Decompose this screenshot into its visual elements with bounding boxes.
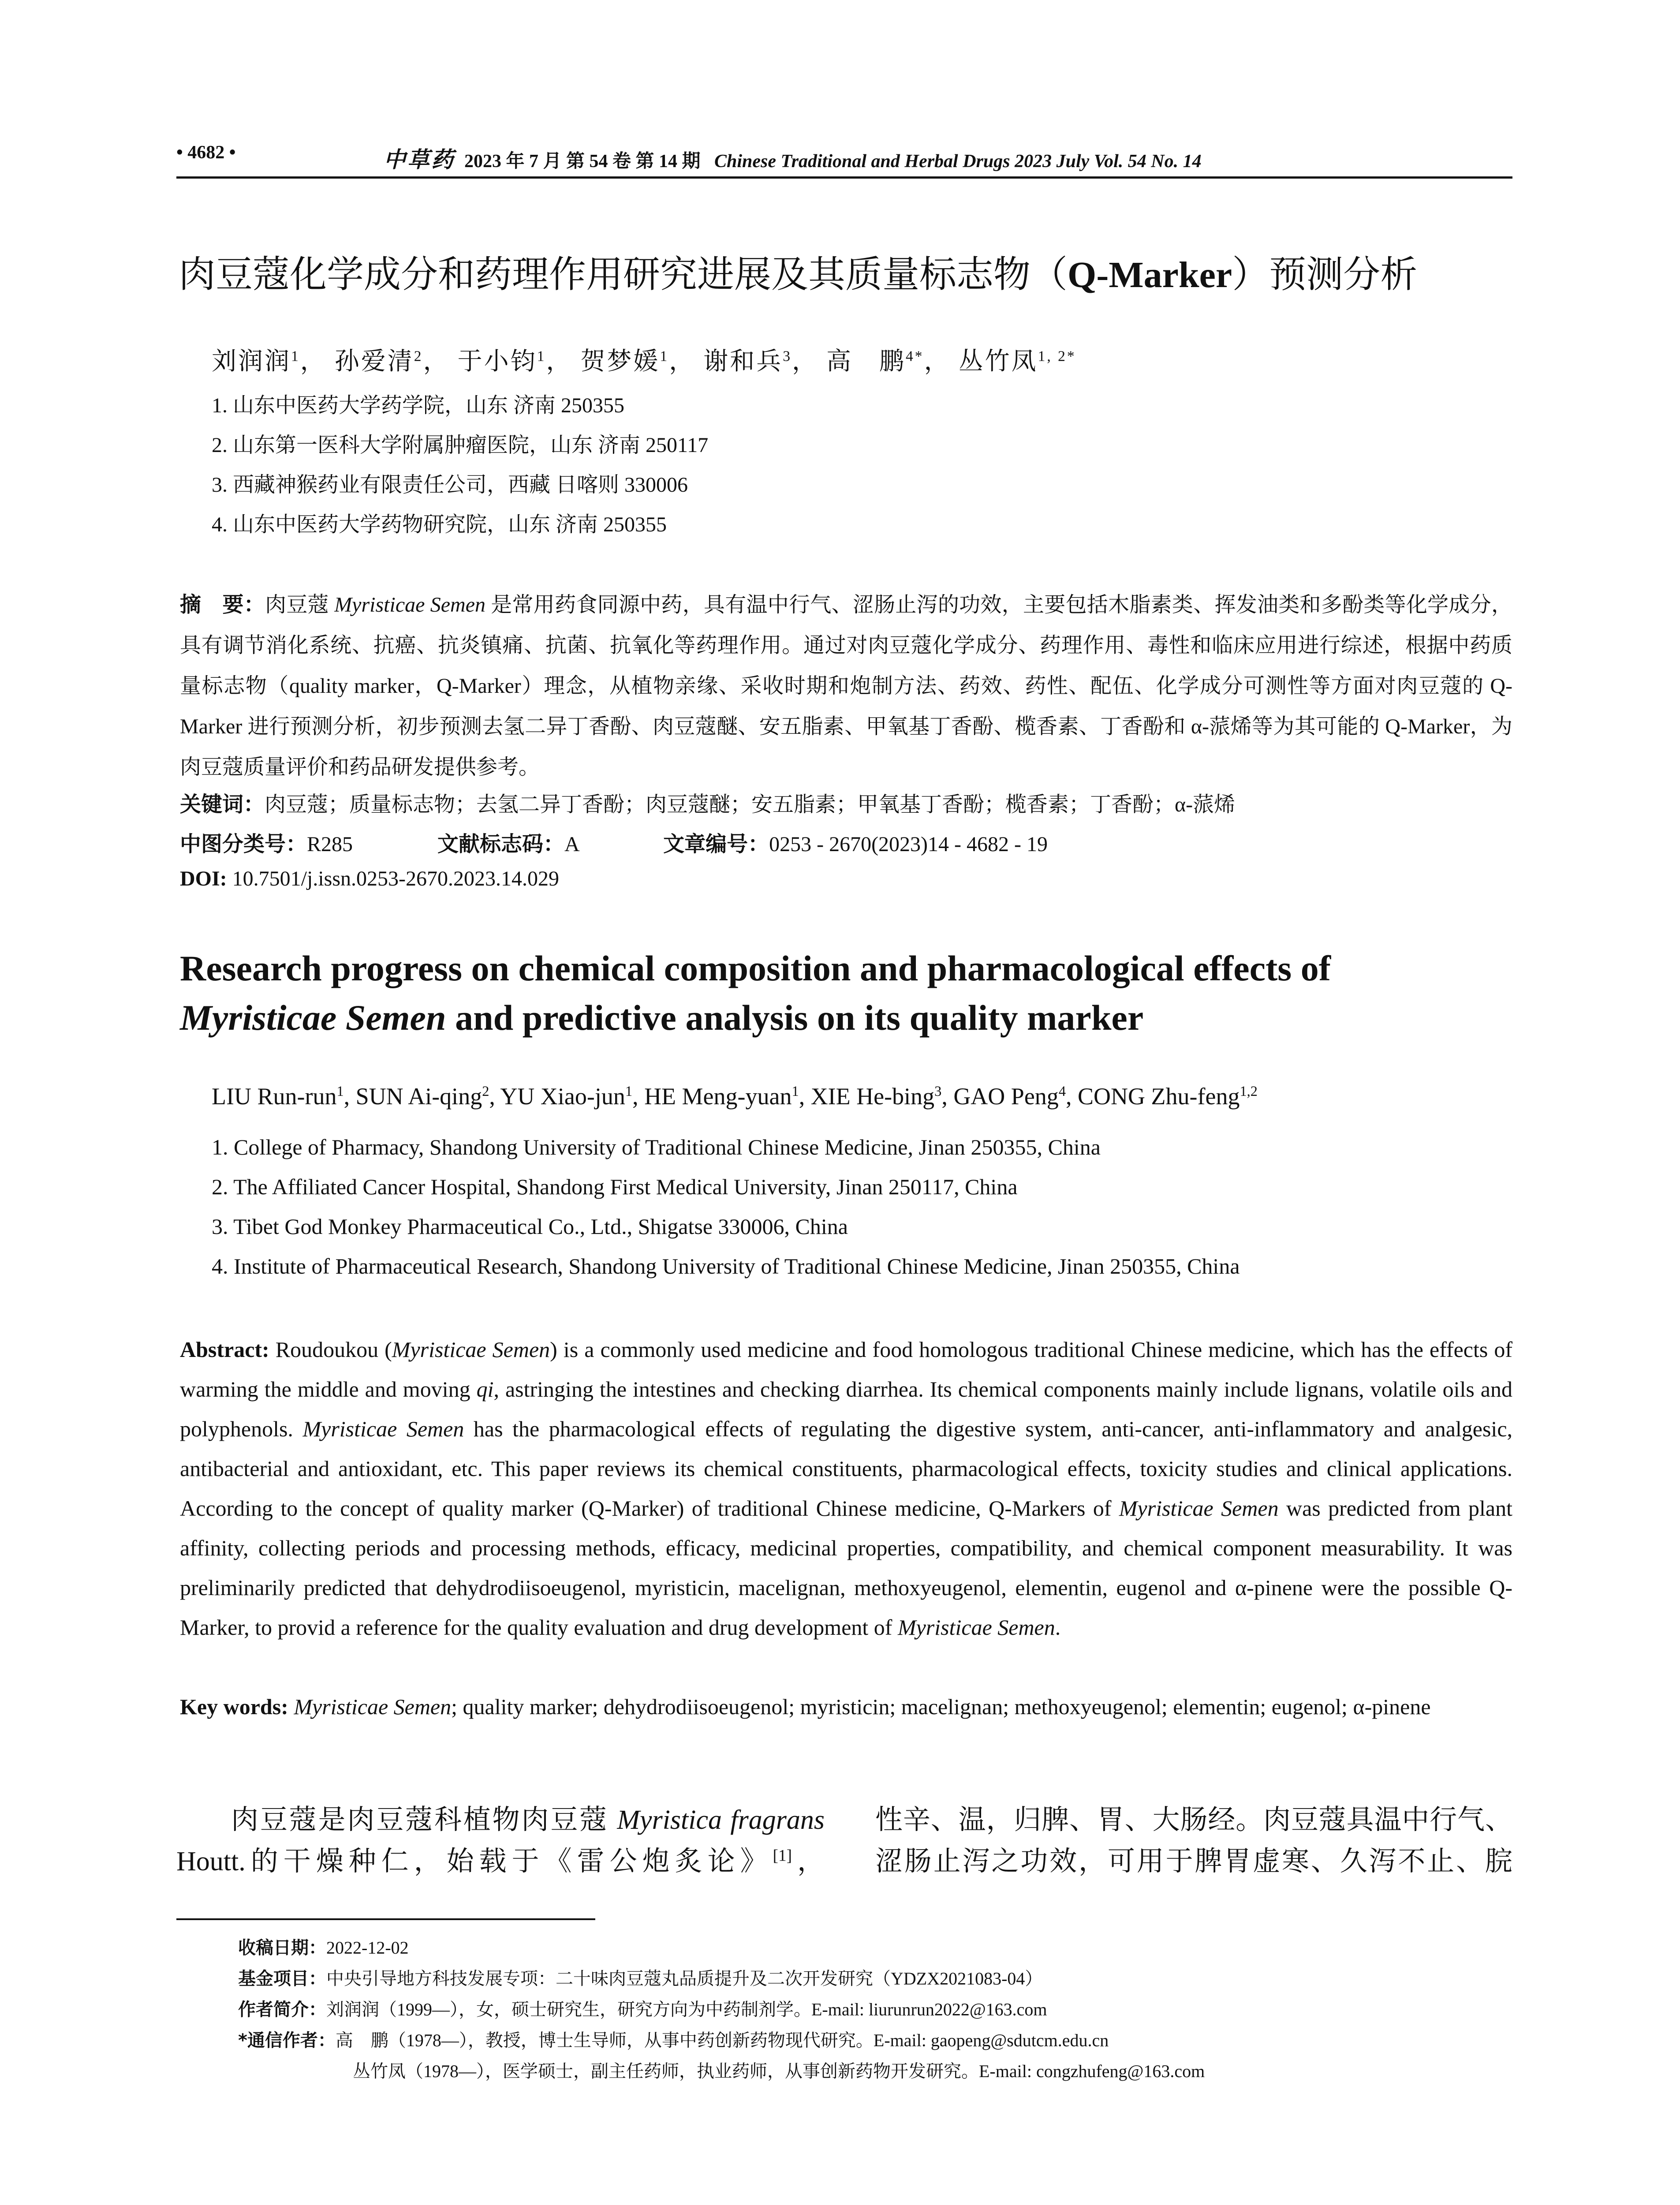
author-sup: 3 (783, 348, 792, 365)
keywords-en-label: Key words: (180, 1694, 288, 1719)
author-en: GAO Peng (953, 1083, 1059, 1110)
footnote-bio (238, 1996, 1047, 2021)
body-column-right: 性辛、温，归脾、胃、大肠经。肉豆蔻具温中行气、涩肠止泻之功效，可用于脾胃虚寒、久泻不止、脘 (875, 1805, 1512, 1876)
author-sup: 1 (791, 1084, 799, 1099)
term-qi: qi (476, 1377, 494, 1401)
affiliation-en: 2. The Affiliated Cancer Hospital, Shandong First Medical University, Jinan 250117, China (212, 1174, 1018, 1199)
affiliation-cn: 3. 西藏神猴药业有限责任公司，西藏 日喀则 330006 (212, 473, 688, 497)
abstract-en-text: was predicted from plant affinity, collecting periods and processing methods, efficacy, medicinal properties, compatibility, and chemical component measurability. It was preliminarily predicted that dehydrodiisoeugenol, myristicin, macelignan, methoxyeugenol, elementin, eugenol and α-pinene were the possible Q-Marker, to provid a reference for the quality evaluation and drug development of (180, 1496, 1512, 1640)
latin-name: Myristicae Semen (1119, 1496, 1279, 1521)
author-sup: 2 (414, 348, 423, 365)
body-text: ， (791, 1846, 825, 1876)
issue-cn: 2023 年 7 月 第 54 卷 第 14 期 (464, 151, 701, 172)
author-cn: 刘润润 (212, 348, 291, 375)
latin-name: Myristicae Semen (897, 1615, 1055, 1640)
footnote-corresponding-2: 丛竹凤（1978—），医学硕士，副主任药师，执业药师，从事创新药物开发研究。E-mail: congzhufeng@163.com (353, 2061, 1205, 2081)
author-sup: 1 (625, 1084, 633, 1099)
affiliation-en: 3. Tibet God Monkey Pharmaceutical Co., Ltd., Shigatse 330006, China (212, 1214, 848, 1239)
clc-label: 中图分类号： (180, 832, 307, 856)
header-rule (176, 176, 1512, 179)
keywords-cn (180, 787, 1235, 818)
author-en: CONG Zhu-feng (1078, 1083, 1240, 1110)
footnote-received (238, 1934, 409, 1959)
author-cn: 高 鹏 (826, 348, 906, 375)
footnote-text: 刘润润（1999—），女，硕士研究生，研究方向为中药制剂学。E-mail: liurunrun2022@163.com (326, 1999, 1047, 2019)
authors-cn: 刘润润$^1$， 孙爱清$^2$， 于小钧$^1$， 贺梦媛$^1$， 谢和兵$^3$， 高 鹏$^{4*}$， 丛竹凤$^{1, 2*}$ (212, 348, 1076, 375)
abstract-en-text: ) is a commonly used medicine and food homologous traditional Chinese medicine, which has the effects of warming the middle and moving (180, 1337, 1513, 1401)
author-cn: 丛竹凤 (958, 348, 1038, 375)
author-sup: 1 (291, 348, 300, 365)
author-cn: 于小钧 (457, 348, 537, 375)
affiliation-cn: 4. 山东中医药大学药物研究院，山东 济南 250355 (212, 513, 667, 536)
doc-code-value: A (564, 833, 579, 856)
title-en-line1: Research progress on chemical composition and pharmacological effects of (180, 948, 1331, 988)
journal-logo: 中草药 (384, 146, 455, 172)
author-en: SUN Ai-qing (355, 1083, 482, 1110)
doi-value[interactable]: 10.7501/j.issn.0253-2670.2023.14.029 (227, 867, 560, 890)
latin-name: Myristicae Semen (302, 1416, 464, 1441)
latin-name: Myristicae Semen (334, 593, 485, 617)
latin-name: Myristicae Semen (180, 998, 446, 1038)
abstract-en-text: Roudoukou ( (269, 1337, 392, 1362)
affiliation-en: 4. Institute of Pharmaceutical Research, Shandong University of Traditional Chinese Medicine, Jinan 250355, China (212, 1254, 1240, 1278)
author-sup: 1 (336, 1084, 344, 1099)
abstract-en-text: , astringing the intestines and checking diarrhea. Its chemical components mainly include lignans, volatile oils and polyphenols. (180, 1377, 1512, 1441)
title-en-rest: and predictive analysis on its quality marker (446, 998, 1144, 1038)
authors-en: LIU Run-run$^1$, SUN Ai-qing$^2$, YU Xiao-jun$^1$, HE Meng-yuan$^1$, XIE He-bing$^3$, GAO Peng$^4$, CONG Zhu-feng$^{1,2}$ (212, 1083, 1258, 1110)
doi-label: DOI: (180, 867, 227, 890)
title-cn (179, 245, 1417, 298)
abstract-en-text: . (1055, 1615, 1061, 1640)
abstract-cn-text: 肉豆蔻 (265, 593, 335, 617)
author-sup: 1 (660, 348, 669, 365)
keywords-en-text: ; quality marker; dehydrodiisoeugenol; myristicin; macelignan; methoxyeugenol; elementin; eugenol; α-pinene (451, 1694, 1431, 1719)
footnote-label: 基金项目： (238, 1969, 326, 1989)
keywords-cn-text: 肉豆蔻；质量标志物；去氢二异丁香酚；肉豆蔻醚；安五脂素；甲氧基丁香酚；榄香素；丁香酚；α-蒎烯 (265, 793, 1236, 816)
footnote-label: *通信作者： (238, 2030, 336, 2051)
keywords-cn-label: 关键词： (180, 792, 265, 817)
author-sup: 1,2 (1239, 1084, 1258, 1099)
footnote-rule (176, 1918, 595, 1920)
body-column-left (176, 1799, 825, 1882)
footnote-label: 收稿日期： (238, 1938, 326, 1958)
author-sup: 2 (482, 1084, 489, 1099)
author-en: HE Meng-yuan (644, 1083, 792, 1110)
affiliation-cn: 2. 山东第一医科大学附属肿瘤医院，山东 济南 250117 (212, 434, 709, 457)
article-number-label: 文章编号： (663, 832, 769, 856)
doi-line (180, 867, 559, 891)
abstract-cn (180, 584, 1512, 788)
author-sup: 3 (934, 1084, 942, 1099)
abstract-en (180, 1330, 1512, 1647)
footnote-text: 2022-12-02 (326, 1938, 409, 1958)
author-en: YU Xiao-jun (500, 1083, 625, 1110)
doc-code-label: 文献标志码： (437, 832, 565, 856)
title-cn-end: ）预测分析 (1232, 253, 1418, 296)
journal-issue-line (384, 142, 1202, 174)
footnote-corresponding (238, 2026, 1109, 2052)
abstract-en-text: has the pharmacological effects of regulating the digestive system, anti-cancer, anti-inflammatory and analgesic, antibacterial and antioxidant, etc. This paper reviews its chemical constituents, pharmacological effects, toxicity studies and clinical applications. According to the concept of quality marker (Q-Marker) of traditional Chinese medicine, Q-Markers of (180, 1416, 1513, 1521)
author-sup: 1 (537, 348, 546, 365)
latin-name: Myristica fragrans (617, 1805, 825, 1835)
author-cn: 贺梦媛 (580, 348, 660, 375)
body-text: Houtt.的干燥种仁，始载于《雷公炮炙论》 (176, 1846, 773, 1876)
author-sup: 1, 2* (1038, 348, 1076, 365)
abstract-cn-text: 是常用药食同源中药，具有温中行气、涩肠止泻的功效，主要包括木脂素类、挥发油类和多酚类等化学成分，具有调节消化系统、抗癌、抗炎镇痛、抗菌、抗氧化等药理作用。通过对肉豆蔻化学成分、药理作用、毒性和临床应用进行综述，根据中药质量标志物（quality marker，Q-Marker）理念，从植物亲缘、采收时期和炮制方法、药效、药性、配伍、化学成分可测性等方面对肉豆蔻的 Q-Marker 进行预测分析，初步预测去氢二异丁香酚、肉豆蔻醚、安五脂素、甲氧基丁香酚、榄香素、丁香酚和 α-蒎烯等为其可能的 Q-Marker，为肉豆蔻质量评价和药品研发提供参考。 (180, 593, 1512, 779)
author-sup: 4* (905, 348, 924, 365)
body-text: 肉豆蔻是肉豆蔻科植物肉豆蔻 (231, 1805, 617, 1835)
clc-value: R285 (307, 833, 353, 856)
title-cn-text: 肉豆蔻化学成分和药理作用研究进展及其质量标志物（ (179, 253, 1068, 296)
author-sup: 4 (1058, 1084, 1066, 1099)
reference-marker[interactable]: [1] (773, 1846, 792, 1865)
title-en (180, 944, 1331, 1043)
issue-en: Chinese Traditional and Herbal Drugs 2023 July Vol. 54 No. 14 (714, 151, 1202, 172)
abstract-cn-label: 摘 要： (180, 592, 265, 617)
author-en: XIE He-bing (810, 1083, 935, 1110)
article-number-value: 0253 - 2670(2023)14 - 4682 - 19 (769, 833, 1048, 856)
keywords-en (180, 1687, 1512, 1727)
footnote-text: 高 鹏（1978—），教授，博士生导师，从事中药创新药物现代研究。E-mail: gaopeng@sdutcm.edu.cn (335, 2030, 1109, 2050)
affiliation-cn: 1. 山东中医药大学药学院，山东 济南 250355 (212, 394, 625, 417)
author-en: LIU Run-run (212, 1083, 337, 1110)
latin-name: Myristicae Semen (392, 1337, 550, 1362)
title-en-line2 (180, 993, 1331, 1043)
footnote-text: 中央引导地方科技发展专项：二十味肉豆蔻丸品质提升及二次开发研究（YDZX2021083-04） (326, 1969, 1043, 1988)
author-cn: 谢和兵 (703, 348, 783, 375)
abstract-en-label: Abstract: (180, 1337, 269, 1362)
footnote-label: 作者简介： (238, 1999, 326, 2020)
latin-name: Myristicae Semen (288, 1694, 452, 1719)
affiliation-en: 1. College of Pharmacy, Shandong University of Traditional Chinese Medicine, Jinan 250355, China (212, 1135, 1101, 1159)
title-cn-marker: Q-Marker (1068, 254, 1232, 295)
author-cn: 孙爱清 (334, 348, 414, 375)
page-number: • 4682 • (176, 142, 236, 163)
footnote-fund (238, 1965, 1042, 1990)
classification-line (180, 827, 1048, 857)
